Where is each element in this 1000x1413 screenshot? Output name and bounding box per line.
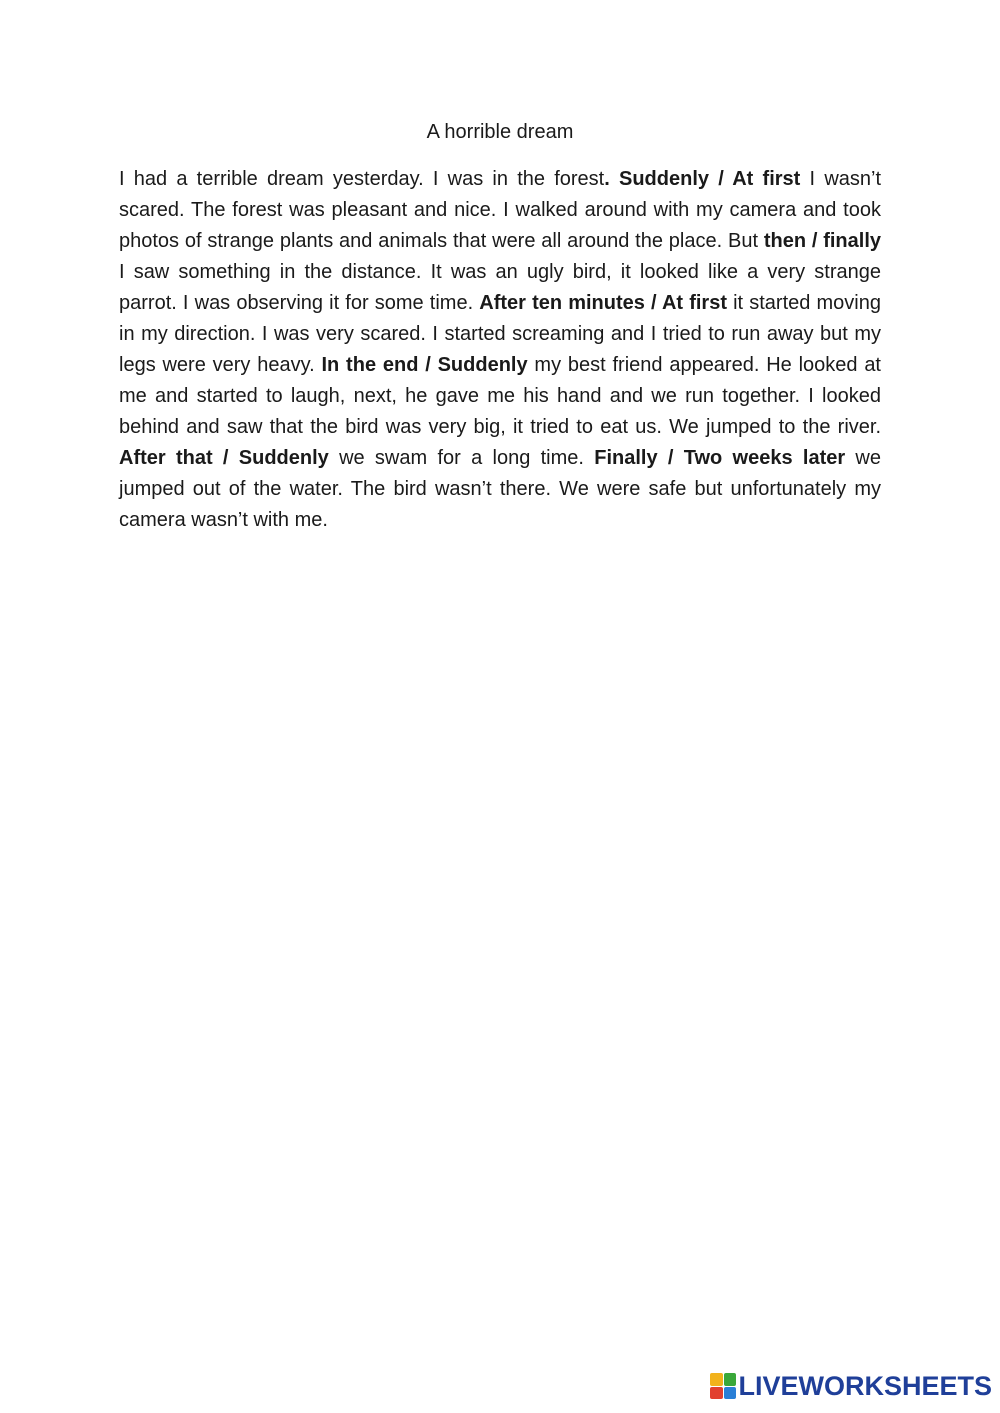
choice-option: After ten minutes / At first [479, 292, 727, 314]
story-text: it started moving in my direction. I was very scared. I started screaming and I tried to run away but my legs were very heavy. [119, 292, 881, 376]
choice-option: Finally / Two weeks later [594, 447, 846, 469]
logo-wordmark: LIVEWORKSHEETS [738, 1371, 992, 1401]
logo-square-red [710, 1387, 723, 1400]
liveworksheets-logo-icon [710, 1373, 736, 1399]
choice-option: . Suddenly / At first [604, 168, 801, 190]
story-text: my best friend appeared. He looked at me and started to laugh, next, he gave me his hand and we run together. I looked behind and saw that the bird was very big, it tried to eat us. We jumped to the river. [119, 354, 881, 438]
document-title: A horrible dream [426, 121, 574, 143]
logo-square-yellow [710, 1373, 723, 1386]
choice-option: After that / Suddenly [119, 447, 329, 469]
logo-square-blue [724, 1387, 737, 1400]
story-paragraph [119, 164, 881, 536]
liveworksheets-logo [710, 1369, 992, 1403]
choice-option: In the end / Suddenly [321, 354, 528, 376]
story-text: I saw something in the distance. It was an ugly bird, it looked like a very strange parrot. I was observing it for some time. [119, 261, 881, 314]
story-text: we swam for a long time. [328, 447, 595, 469]
story-text: we jumped out of the water. The bird wasn’t there. We were safe but unfortunately my camera wasn’t with me. [119, 447, 882, 531]
story-text: I had a terrible dream yesterday. I was in the forest [119, 168, 605, 190]
choice-option: then / finally [763, 230, 881, 252]
logo-square-green [724, 1373, 737, 1386]
story-text: I wasn’t scared. The forest was pleasant and nice. I walked around with my camera and took photos of strange plants and animals that were all around the place. But [119, 168, 882, 252]
